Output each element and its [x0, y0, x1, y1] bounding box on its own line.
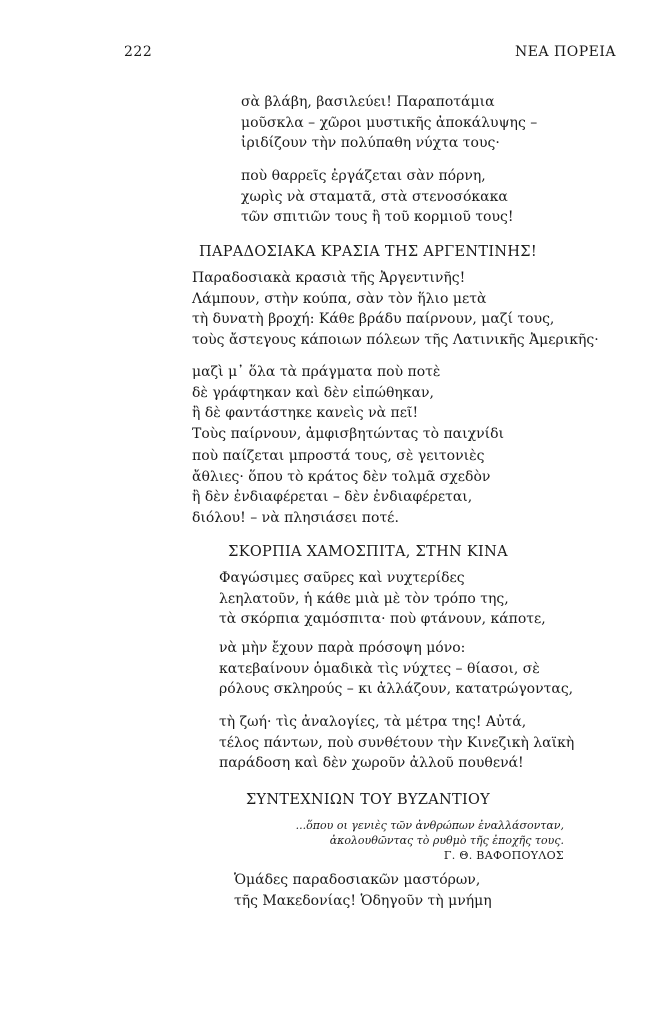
intro-stanza-2: [241, 166, 513, 228]
china-stanza-1: [219, 568, 546, 630]
poem-line: νὰ μὴν ἔχουν παρὰ πρόσοψη μόνο:: [219, 640, 466, 656]
poem-line: Λάμπουν, στὴν κούπα, σὰν τὸν ἥλιο μετὰ: [192, 290, 487, 307]
byzantium-stanza-1: [234, 870, 492, 911]
poem-title-byzantium: ΣΥΝΤΕΧΝΙΩΝ ΤΟΥ ΒΥΖΑΝΤΙΟΥ: [245, 792, 491, 808]
poem-line: λεηλατοῦν, ἡ κάθε μιὰ μὲ τὸν τρόπο της,: [219, 590, 509, 607]
poem-line: κατεβαίνουν ὁμαδικὰ τὶς νύχτες – θίασοι, σὲ: [219, 660, 540, 677]
poem-line: Ὁμάδες παραδοσιακῶν μαστόρων,: [234, 872, 481, 888]
epigraph-author: Γ. Θ. ΒΑΦΟΠΟΥΛΟΣ: [443, 849, 564, 862]
poem-line: διόλου! – νὰ πλησιάσει ποτέ.: [192, 509, 399, 526]
poem-line: τῶν σπιτιῶν τους ἢ τοῦ κορμιοῦ τους!: [241, 209, 514, 225]
poem-line: ἢ δὲ φαντάστηκε κανεὶς νὰ πεῖ!: [192, 405, 419, 421]
intro-stanza-1: [241, 92, 537, 154]
poem-line: τὰ σκόρπια χαμόσπιτα· ποὺ φτάνουν, κάποτε,: [219, 611, 546, 627]
poem-line: σὰ βλάβη, βασιλεύει! Παραποτάμια: [241, 94, 495, 110]
poem-line: χωρὶς νὰ σταματᾶ, στὰ στενοσόκακα: [241, 188, 508, 205]
china-stanza-2: [219, 638, 573, 700]
poem-line: ἢ δὲν ἐνδιαφέρεται – δὲν ἐνδιαφέρεται,: [192, 489, 473, 505]
epigraph-line: ...ὅπου οι γενιὲς τῶν ἀνθρώπων ἐναλλάσονταν,: [295, 819, 564, 832]
poem-line: παράδοση καὶ δὲν χωροῦν ἀλλοῦ πουθενά!: [219, 755, 524, 771]
poem-line: μοῦσκλα – χῶροι μυστικῆς ἀποκάλυψης –: [241, 114, 538, 131]
poem-line: τὴ ζωή· τὶς ἀναλογίες, τὰ μέτρα της! Αὐτά,: [219, 714, 527, 730]
page-number: 222: [124, 44, 153, 60]
argentina-stanza-2: [192, 362, 504, 444]
poem-title-argentina: ΠΑΡΑΔΟΣΙΑΚΑ ΚΡΑΣΙΑ ΤΗΣ ΑΡΓΕΝΤΙΝΗΣ!: [199, 244, 537, 260]
poem-line: τῆς Μακεδονίας! Ὁδηγοῦν τὴ μνήμη: [234, 892, 492, 909]
poem-line: Τοὺς παίρνουν, ἀμφισβητώντας τὸ παιχνίδι: [192, 425, 505, 442]
epigraph: [296, 818, 564, 863]
argentina-stanza-3: [192, 446, 490, 528]
poem-line: τοὺς ἄστεγους κάποιων πόλεων τῆς Λατινικῆς Ἀμερικῆς·: [192, 331, 599, 348]
poem-line: ποὺ παίζεται μπροστά τους, σὲ γειτονιὲς: [192, 448, 485, 464]
poem-line: ρόλους σκληρούς – κι ἀλλάζουν, κατατρώγοντας,: [219, 681, 574, 697]
poem-line: ποὺ θαρρεῖς ἐργάζεται σὰν πόρνη,: [241, 168, 486, 184]
poem-title-china: ΣΚΟΡΠΙΑ ΧΑΜΟΣΠΙΤΑ, ΣΤΗΝ ΚΙΝΑ: [228, 544, 508, 560]
running-header: ΝΕΑ ΠΟΡΕΙΑ: [515, 44, 616, 60]
argentina-stanza-1: [192, 268, 599, 350]
china-stanza-3: [219, 712, 574, 774]
poem-line: δὲ γράφτηκαν καὶ δὲν εἰπώθηκαν,: [192, 384, 434, 401]
poem-line: Φαγώσιμες σαῦρες καὶ νυχτερίδες: [219, 570, 465, 586]
poem-line: τέλος πάντων, ποὺ συνθέτουν τὴν Κινεζικὴ λαϊκὴ: [219, 734, 575, 751]
poem-line: ἰριδίζουν τὴν πολύπαθη νύχτα τους·: [241, 135, 500, 151]
poem-line: μαζὶ μ᾽ ὅλα τὰ πράγματα ποὺ ποτὲ: [192, 364, 441, 380]
epigraph-line: ἀκολουθῶντας τὸ ρυθμὸ τῆς ἐποχῆς τους.: [329, 834, 564, 847]
poem-line: τὴ δυνατὴ βροχή: Κάθε βράδυ παίρνουν, μαζί τους,: [192, 311, 555, 327]
poem-line: Παραδοσιακὰ κρασιὰ τῆς Ἀργεντινῆς!: [192, 270, 466, 286]
poem-line: ἄθλιες· ὅπου τὸ κράτος δὲν τολμᾶ σχεδὸν: [192, 468, 491, 485]
